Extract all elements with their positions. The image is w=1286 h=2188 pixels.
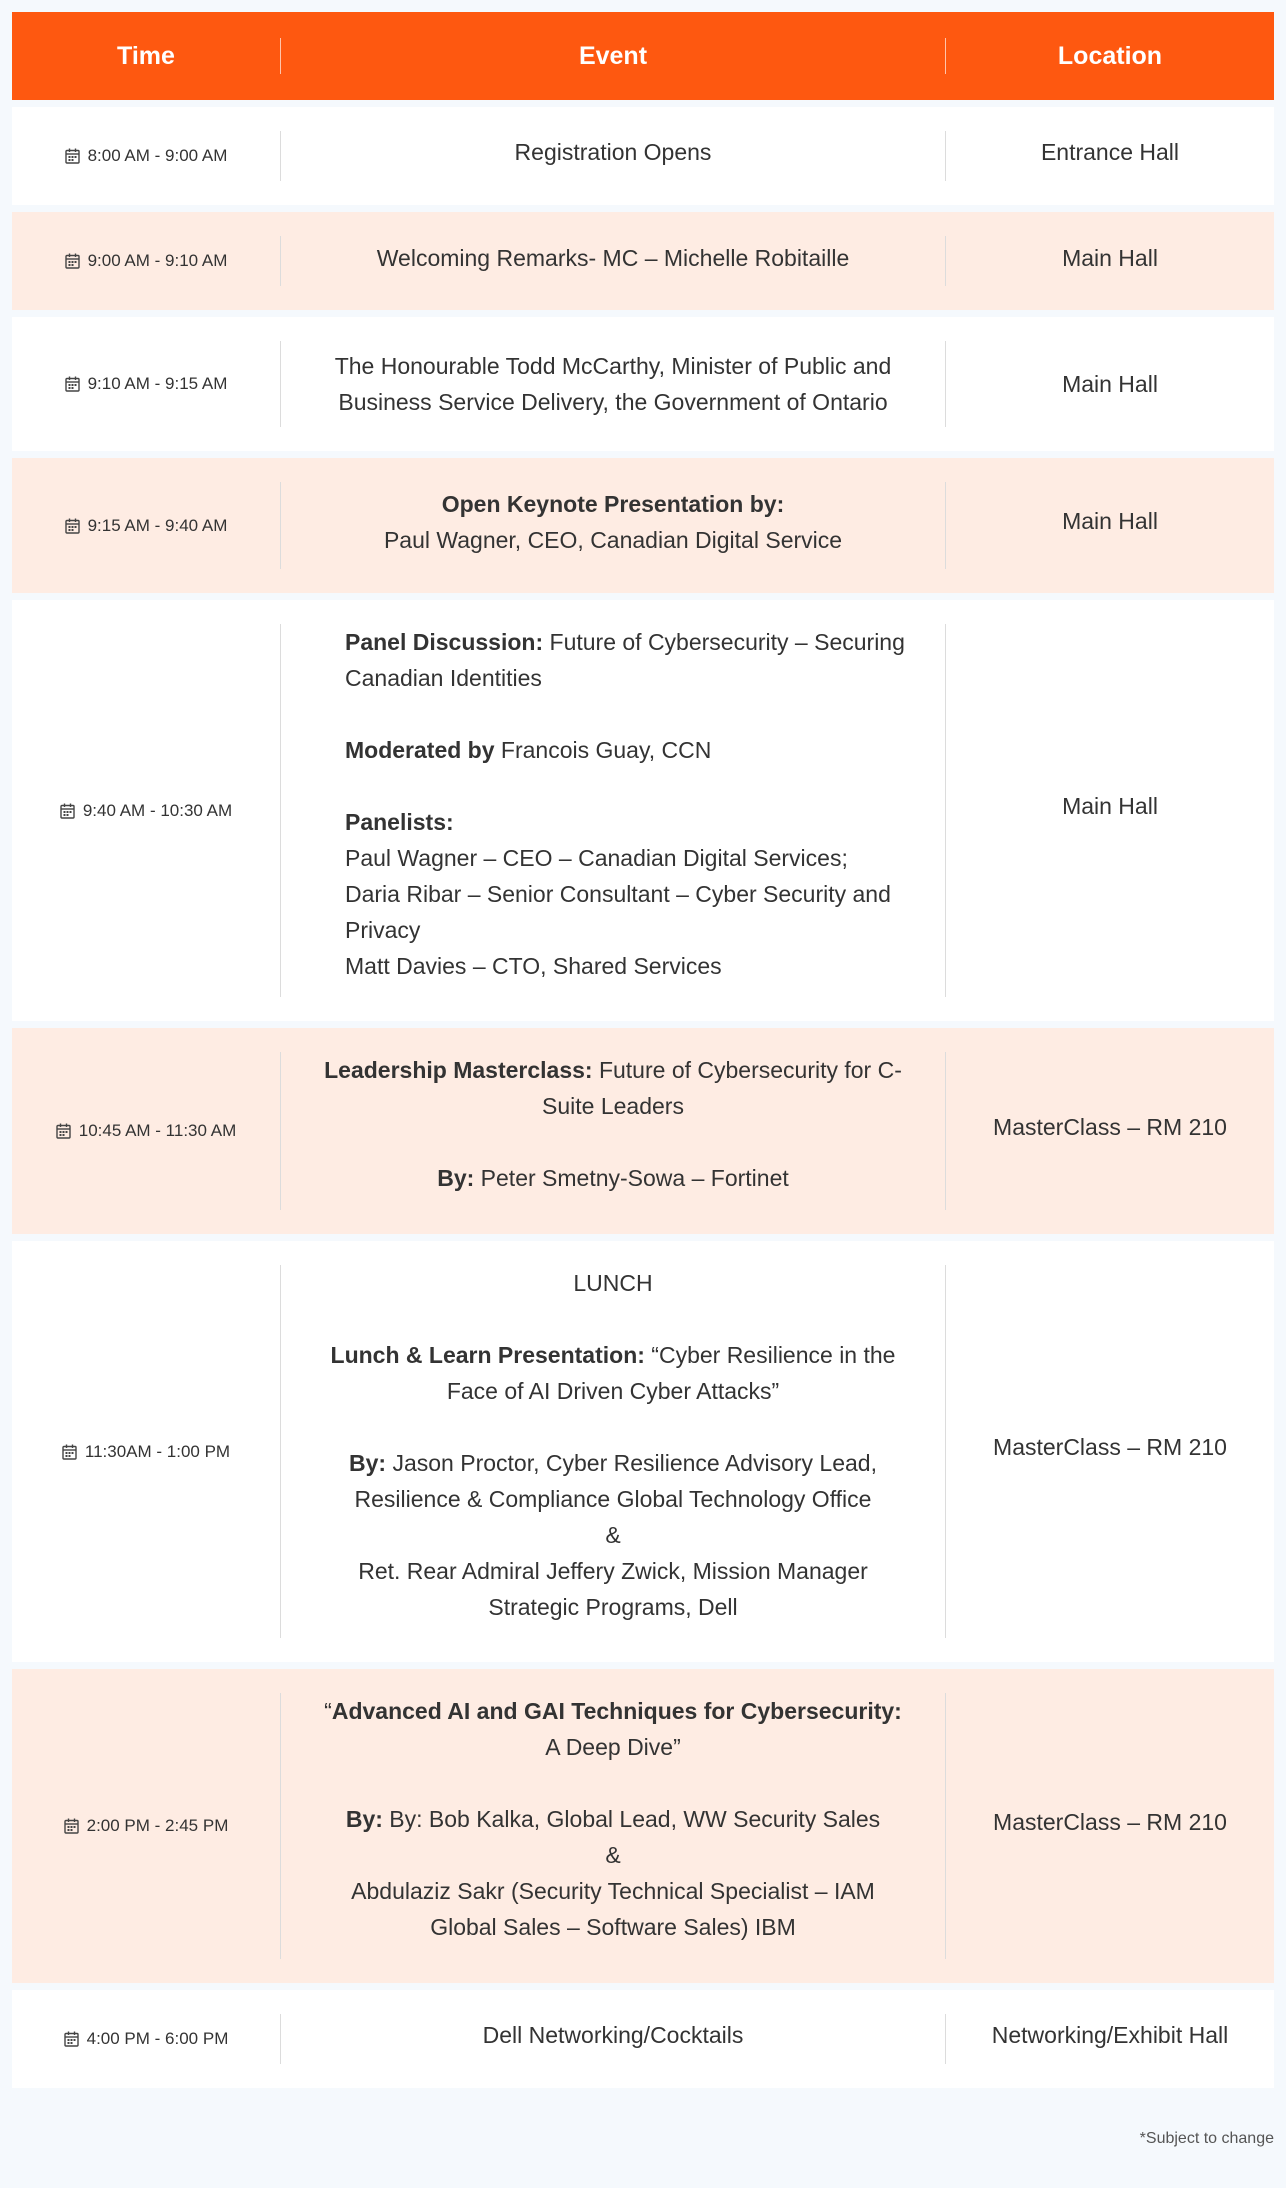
agenda-table (12, 12, 1274, 2095)
event-line: LUNCH (573, 1270, 653, 1296)
time-text: 9:10 AM - 9:15 AM (87, 374, 228, 393)
spacer (331, 1409, 896, 1445)
time-cell (12, 146, 280, 166)
time-text: 8:00 AM - 9:00 AM (87, 146, 228, 165)
event-title: Open Keynote Presentation by: (441, 490, 785, 517)
event-text (301, 1265, 926, 1625)
location-text: Networking/Exhibit Hall (991, 2021, 1229, 2048)
event-line: Ret. Rear Admiral Jeffery Zwick, Mission Manager (358, 1558, 868, 1584)
event-cell (280, 341, 946, 427)
location-cell (946, 244, 1274, 272)
event-line (331, 1445, 896, 1481)
calendar-icon (60, 803, 75, 819)
location-cell (946, 793, 1274, 820)
location-cell (946, 138, 1274, 166)
panelists-label: Panelists: (345, 809, 454, 835)
location-text: MasterClass – RM 210 (993, 1113, 1227, 1140)
event-line: Business Service Delivery, the Government of Ontario (338, 389, 888, 415)
session-title: Advanced AI and GAI Techniques for Cybersecurity: (331, 1698, 902, 1724)
time-text: 9:40 AM - 10:30 AM (82, 800, 233, 820)
speaker: Jason Proctor, Cyber Resilience Advisory Lead, (386, 1450, 877, 1476)
event-line (324, 1052, 902, 1088)
table-row (12, 1241, 1274, 1662)
event-line (324, 1693, 902, 1729)
time-cell (12, 2029, 280, 2049)
location-text: MasterClass – RM 210 (993, 1808, 1227, 1835)
event-line: Canadian Identities (345, 665, 542, 691)
location-cell (946, 1434, 1274, 1461)
event-text: Welcoming Remarks- MC – Michelle Robitaille (376, 245, 850, 271)
lunch-learn-label: Lunch & Learn Presentation: (330, 1342, 645, 1368)
time-text: 2:00 PM - 2:45 PM (86, 1816, 229, 1835)
header-location: Location (1057, 41, 1163, 70)
event-text (305, 348, 922, 420)
table-row (12, 317, 1274, 451)
event-line (331, 1337, 896, 1373)
event-line: Global Sales – Software Sales) IBM (430, 1914, 796, 1940)
by-label: By: (345, 1806, 383, 1832)
table-row (12, 458, 1274, 593)
event-line (345, 732, 915, 768)
moderator-label: Moderated by (345, 737, 495, 763)
event-cell (280, 1052, 946, 1210)
location-cell (946, 508, 1274, 535)
event-cell (280, 482, 946, 569)
location-text: Main Hall (1062, 370, 1158, 397)
spacer (345, 696, 915, 732)
event-line: The Honourable Todd McCarthy, Minister of Public and (334, 353, 892, 379)
event-line: & (605, 1842, 621, 1868)
table-row (12, 1669, 1274, 1983)
by-label: By: (349, 1450, 387, 1476)
location-cell (946, 2021, 1274, 2049)
time-text: 4:00 PM - 6:00 PM (86, 2029, 229, 2048)
calendar-icon (65, 253, 80, 269)
table-row (12, 1990, 1274, 2088)
panel-topic: Future of Cybersecurity – Securing (543, 629, 905, 655)
event-cell (280, 624, 946, 997)
event-line: Suite Leaders (542, 1093, 684, 1119)
spacer (331, 1301, 896, 1337)
header-event: Event (280, 38, 946, 74)
spacer (324, 1765, 902, 1801)
event-text (354, 486, 872, 558)
event-line: Strategic Programs, Dell (488, 1594, 738, 1620)
event-line: A Deep Dive” (545, 1734, 681, 1760)
quote-mark: “ (324, 1698, 332, 1724)
calendar-icon (65, 376, 80, 392)
lunch-learn-topic: “Cyber Resilience in the (644, 1342, 896, 1368)
time-cell (12, 251, 280, 271)
location-text: Main Hall (1062, 244, 1158, 271)
time-cell (12, 1442, 280, 1462)
panel-label: Panel Discussion: (345, 629, 544, 655)
table-row (12, 107, 1274, 205)
event-cell (280, 1265, 946, 1638)
calendar-icon (65, 148, 80, 164)
event-line: Resilience & Compliance Global Technology Office (354, 1486, 872, 1512)
calendar-icon (64, 2031, 79, 2047)
event-text: Dell Networking/Cocktails (482, 2022, 744, 2048)
table-header (12, 12, 1274, 100)
time-cell (12, 374, 280, 394)
event-text: Registration Opens (514, 139, 712, 165)
location-text: Main Hall (1062, 508, 1158, 534)
event-line (324, 1160, 902, 1196)
location-cell (946, 1113, 1274, 1141)
location-cell (946, 371, 1274, 398)
spacer (345, 768, 915, 804)
calendar-icon (65, 518, 80, 534)
time-text: 10:45 AM - 11:30 AM (78, 1121, 237, 1140)
table-row (12, 1028, 1274, 1234)
panelist: Privacy (345, 917, 421, 943)
event-line: Face of AI Driven Cyber Attacks” (446, 1378, 780, 1404)
event-line (324, 1801, 902, 1837)
event-cell (280, 236, 946, 286)
panelist: Paul Wagner – CEO – Canadian Digital Services; (345, 845, 848, 871)
time-cell (12, 516, 280, 536)
footnote: *Subject to change (1139, 2130, 1274, 2147)
event-line (345, 624, 915, 660)
event-cell (280, 131, 946, 181)
by-label: By: (437, 1165, 475, 1191)
event-line: Paul Wagner, CEO, Canadian Digital Service (383, 526, 843, 553)
location-text: MasterClass – RM 210 (993, 1434, 1227, 1460)
speaker: By: Bob Kalka, Global Lead, WW Security Sales (382, 1806, 881, 1832)
event-text (294, 1052, 932, 1196)
masterclass-label: Leadership Masterclass: (324, 1057, 593, 1083)
calendar-icon (64, 1818, 79, 1834)
event-cell (280, 2014, 946, 2064)
time-cell (12, 801, 280, 821)
speaker: Peter Smetny-Sowa – Fortinet (474, 1165, 789, 1191)
location-text: Entrance Hall (1040, 138, 1180, 165)
time-cell (12, 1816, 280, 1836)
event-text (294, 1693, 932, 1945)
header-time: Time (117, 41, 175, 70)
location-text: Main Hall (1062, 793, 1158, 819)
calendar-icon (56, 1123, 71, 1139)
time-text: 11:30AM - 1:00 PM (84, 1441, 231, 1461)
time-text: 9:00 AM - 9:10 AM (87, 251, 228, 270)
table-row (12, 600, 1274, 1021)
table-row (12, 212, 1274, 310)
spacer (324, 1124, 902, 1160)
masterclass-topic: Future of Cybersecurity for C- (592, 1057, 902, 1083)
location-cell (946, 1808, 1274, 1836)
event-text (281, 624, 945, 984)
panelist: Matt Davies – CTO, Shared Services (345, 953, 722, 979)
moderator-name: Francois Guay, CCN (494, 737, 712, 763)
event-cell (280, 1693, 946, 1959)
time-cell (12, 1121, 280, 1141)
event-line: & (605, 1522, 621, 1548)
panelist: Daria Ribar – Senior Consultant – Cyber Security and (345, 881, 891, 907)
event-line: Abdulaziz Sakr (Security Technical Specialist – IAM (351, 1878, 875, 1904)
calendar-icon (62, 1444, 77, 1460)
time-text: 9:15 AM - 9:40 AM (87, 515, 228, 535)
